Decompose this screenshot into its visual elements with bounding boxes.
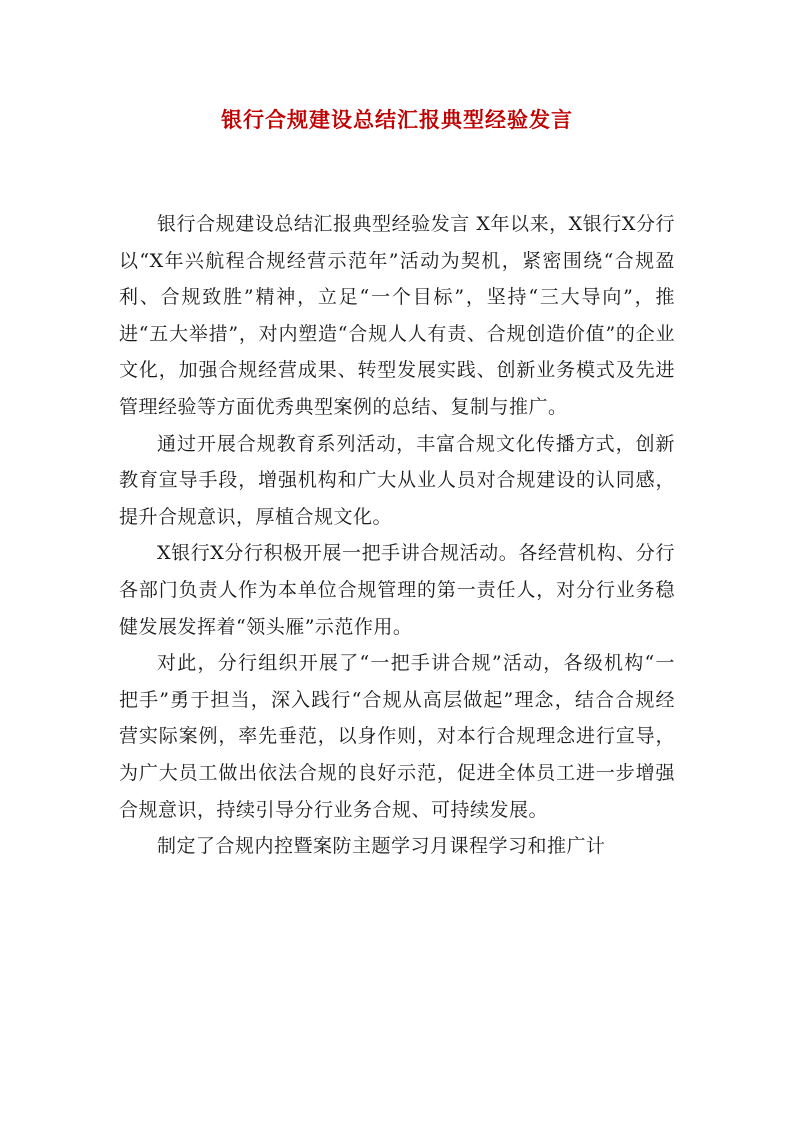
- paragraph-leader-details: 对此，分行组织开展了“一把手讲合规”活动，各级机构“一把手”勇于担当，深入践行“合规从高层做起”理念，结合合规经营实际案例，率先垂范，以身作则，对本行合规理念进行宣导，为广大员工做出依法合规的良好示范，促进全体员工进一步增强合规意识，持续引导分行业务合规、可持续发展。: [119, 652, 675, 821]
- paragraph-education: 通过开展合规教育系列活动，丰富合规文化传播方式，创新教育宣导手段，增强机构和广大从业人员对合规建设的认同感，提升合规意识，厚植合规文化。: [119, 432, 675, 528]
- document-body: [119, 206, 675, 865]
- paragraph-intro: 银行合规建设总结汇报典型经验发言 X年以来，X银行X分行以“X年兴航程合规经营示范年”活动为契机，紧密围绕“合规盈利、合规致胜”精神，立足“一个目标”，坚持“三大导向”，推进“五大举措”，对内塑造“合规人人有责、合规创造价值”的企业文化，加强合规经营成果、转型发展实践、创新业务模式及先进管理经验等方面优秀典型案例的总结、复制与推广。: [119, 213, 675, 418]
- document-title: 银行合规建设总结汇报典型经验发言: [221, 107, 573, 132]
- paragraph-study-plan: 制定了合规内控暨案防主题学习月课程学习和推广计: [157, 835, 606, 858]
- paragraph-leader-activity: X银行X分行积极开展一把手讲合规活动。各经营机构、分行各部门负责人作为本单位合规管理的第一责任人，对分行业务稳健发展发挥着“领头雁”示范作用。: [119, 542, 675, 638]
